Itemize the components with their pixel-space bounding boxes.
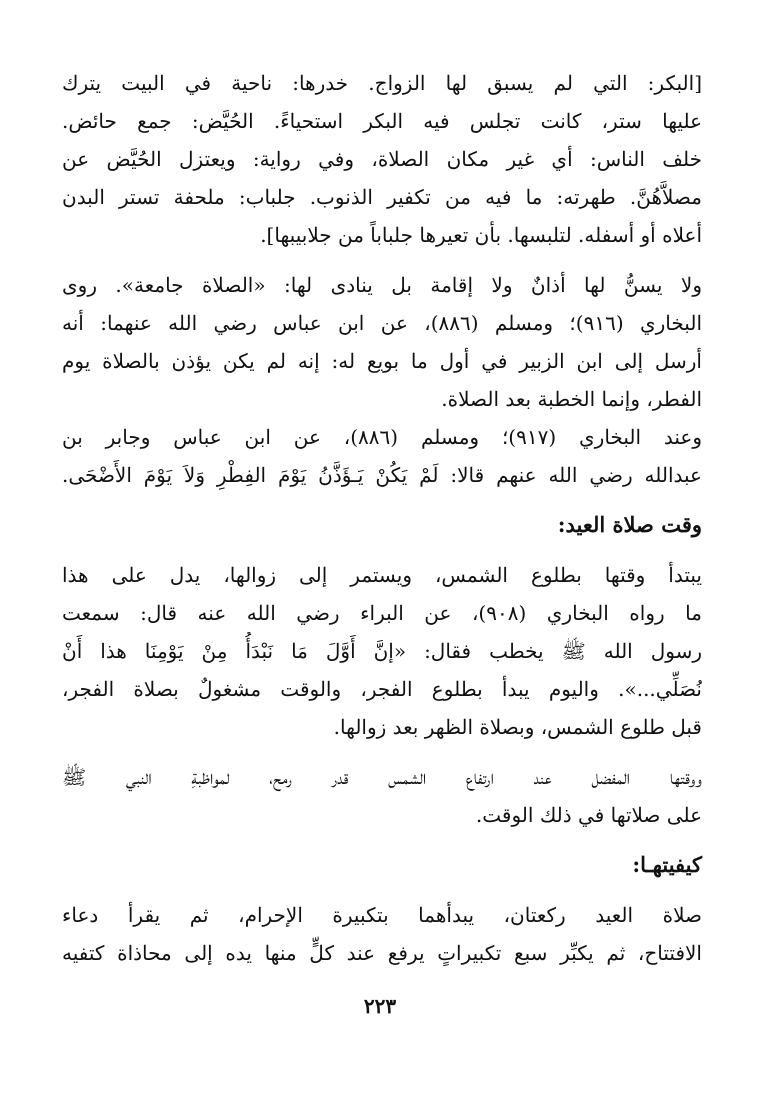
footnote-block bbox=[62, 64, 702, 254]
text-line: ولا يسنُّ لها أذانٌ ولا إقامة بل ينادى لها: «الصلاة جامعة». روى bbox=[62, 273, 702, 297]
text-line: عبدالله رضي الله عنهم قالا: لَمْ يَكُنْ يَـؤَذَّنُ يَوْمَ الفِطْرِ وَلاَ يَوْمَ الأَضْحَى. bbox=[62, 463, 702, 487]
footnote-line: مصلاَّهُنَّ. طهرته: ما فيه من تكفير الذنوب. جلباب: ملحفة تستر البدن bbox=[62, 185, 702, 209]
text-line: رسول الله ﷺ يخطب فقال: «إنَّ أَوَّلَ مَا نَبْدَأُ مِنْ يَوْمِنَا هذا أَنْ bbox=[62, 639, 702, 663]
text-line: البخاري (٩١٦)؛ ومسلم (٨٨٦)، عن ابن عباس رضي الله عنهما: أنه bbox=[62, 311, 702, 335]
paragraph-preferred-time bbox=[62, 758, 702, 834]
footnote-line: [البكر: التي لم يسبق لها الزواج. خدرها: ناحية في البيت يترك bbox=[62, 71, 702, 95]
page-number: ٢٢٣ bbox=[363, 994, 397, 1018]
text-line: الفطر، وإنما الخطبة بعد الصلاة. bbox=[441, 387, 702, 411]
text-line: صلاة العيد ركعتان، يبدأهما بتكبيرة الإحرام، ثم يقرأ دعاء bbox=[62, 903, 702, 927]
text-line: الافتتاح، ثم يكبِّر سبع تكبيراتٍ يرفع عند كلٍّ منها يده إلى محاذاة كتفيه bbox=[62, 941, 702, 965]
text-line: قبل طلوع الشمس، وبصلاة الظهر بعد زوالها. bbox=[333, 715, 702, 739]
footnote-line: أعلاه أو أسفله. لتلبسها. بأن تعيرها جلباباً من جلابيبها]. bbox=[260, 223, 702, 247]
section-heading-method: كيفيتهـا: bbox=[632, 852, 702, 877]
footnote-line: خلف الناس: أي غير مكان الصلاة، وفي رواية: ويعتزل الحُيَّض عن bbox=[62, 147, 702, 171]
text-line: ووقتها المفضل عند ارتفاع الشمس قدر رمح، لمواظبةِ النبي ﷺ bbox=[62, 765, 702, 789]
text-line: وعند البخاري (٩١٧)؛ ومسلم (٨٨٦)، عن ابن عباس وجابر بن bbox=[62, 425, 702, 449]
paragraph-adhan bbox=[62, 266, 702, 418]
footnote-line: عليها ستر، كانت تجلس فيه البكر استحياءً. الحُيَّض: جمع حائض. bbox=[62, 109, 702, 133]
section-heading-time: وقت صلاة العيد: bbox=[557, 512, 702, 537]
paragraph-time bbox=[62, 556, 702, 746]
text-line: ما رواه البخاري (٩٠٨)، عن البراء رضي الله عنه قال: سمعت bbox=[62, 601, 702, 625]
text-line: يبتدأ وقتها بطلوع الشمس، ويستمر إلى زوالها، يدل على هذا bbox=[62, 563, 702, 587]
text-line: نُصَلِّي...». واليوم يبدأ بطلوع الفجر، والوقت مشغولٌ بصلاة الفجر، bbox=[62, 677, 702, 701]
text-line: أرسل إلى ابن الزبير في أول ما بويع له: إنه لم يكن يؤذن بالصلاة يوم bbox=[62, 349, 702, 373]
text-line: على صلاتها في ذلك الوقت. bbox=[475, 803, 702, 827]
page-body bbox=[62, 64, 702, 972]
paragraph-bukhari bbox=[62, 418, 702, 494]
paragraph-method bbox=[62, 896, 702, 972]
